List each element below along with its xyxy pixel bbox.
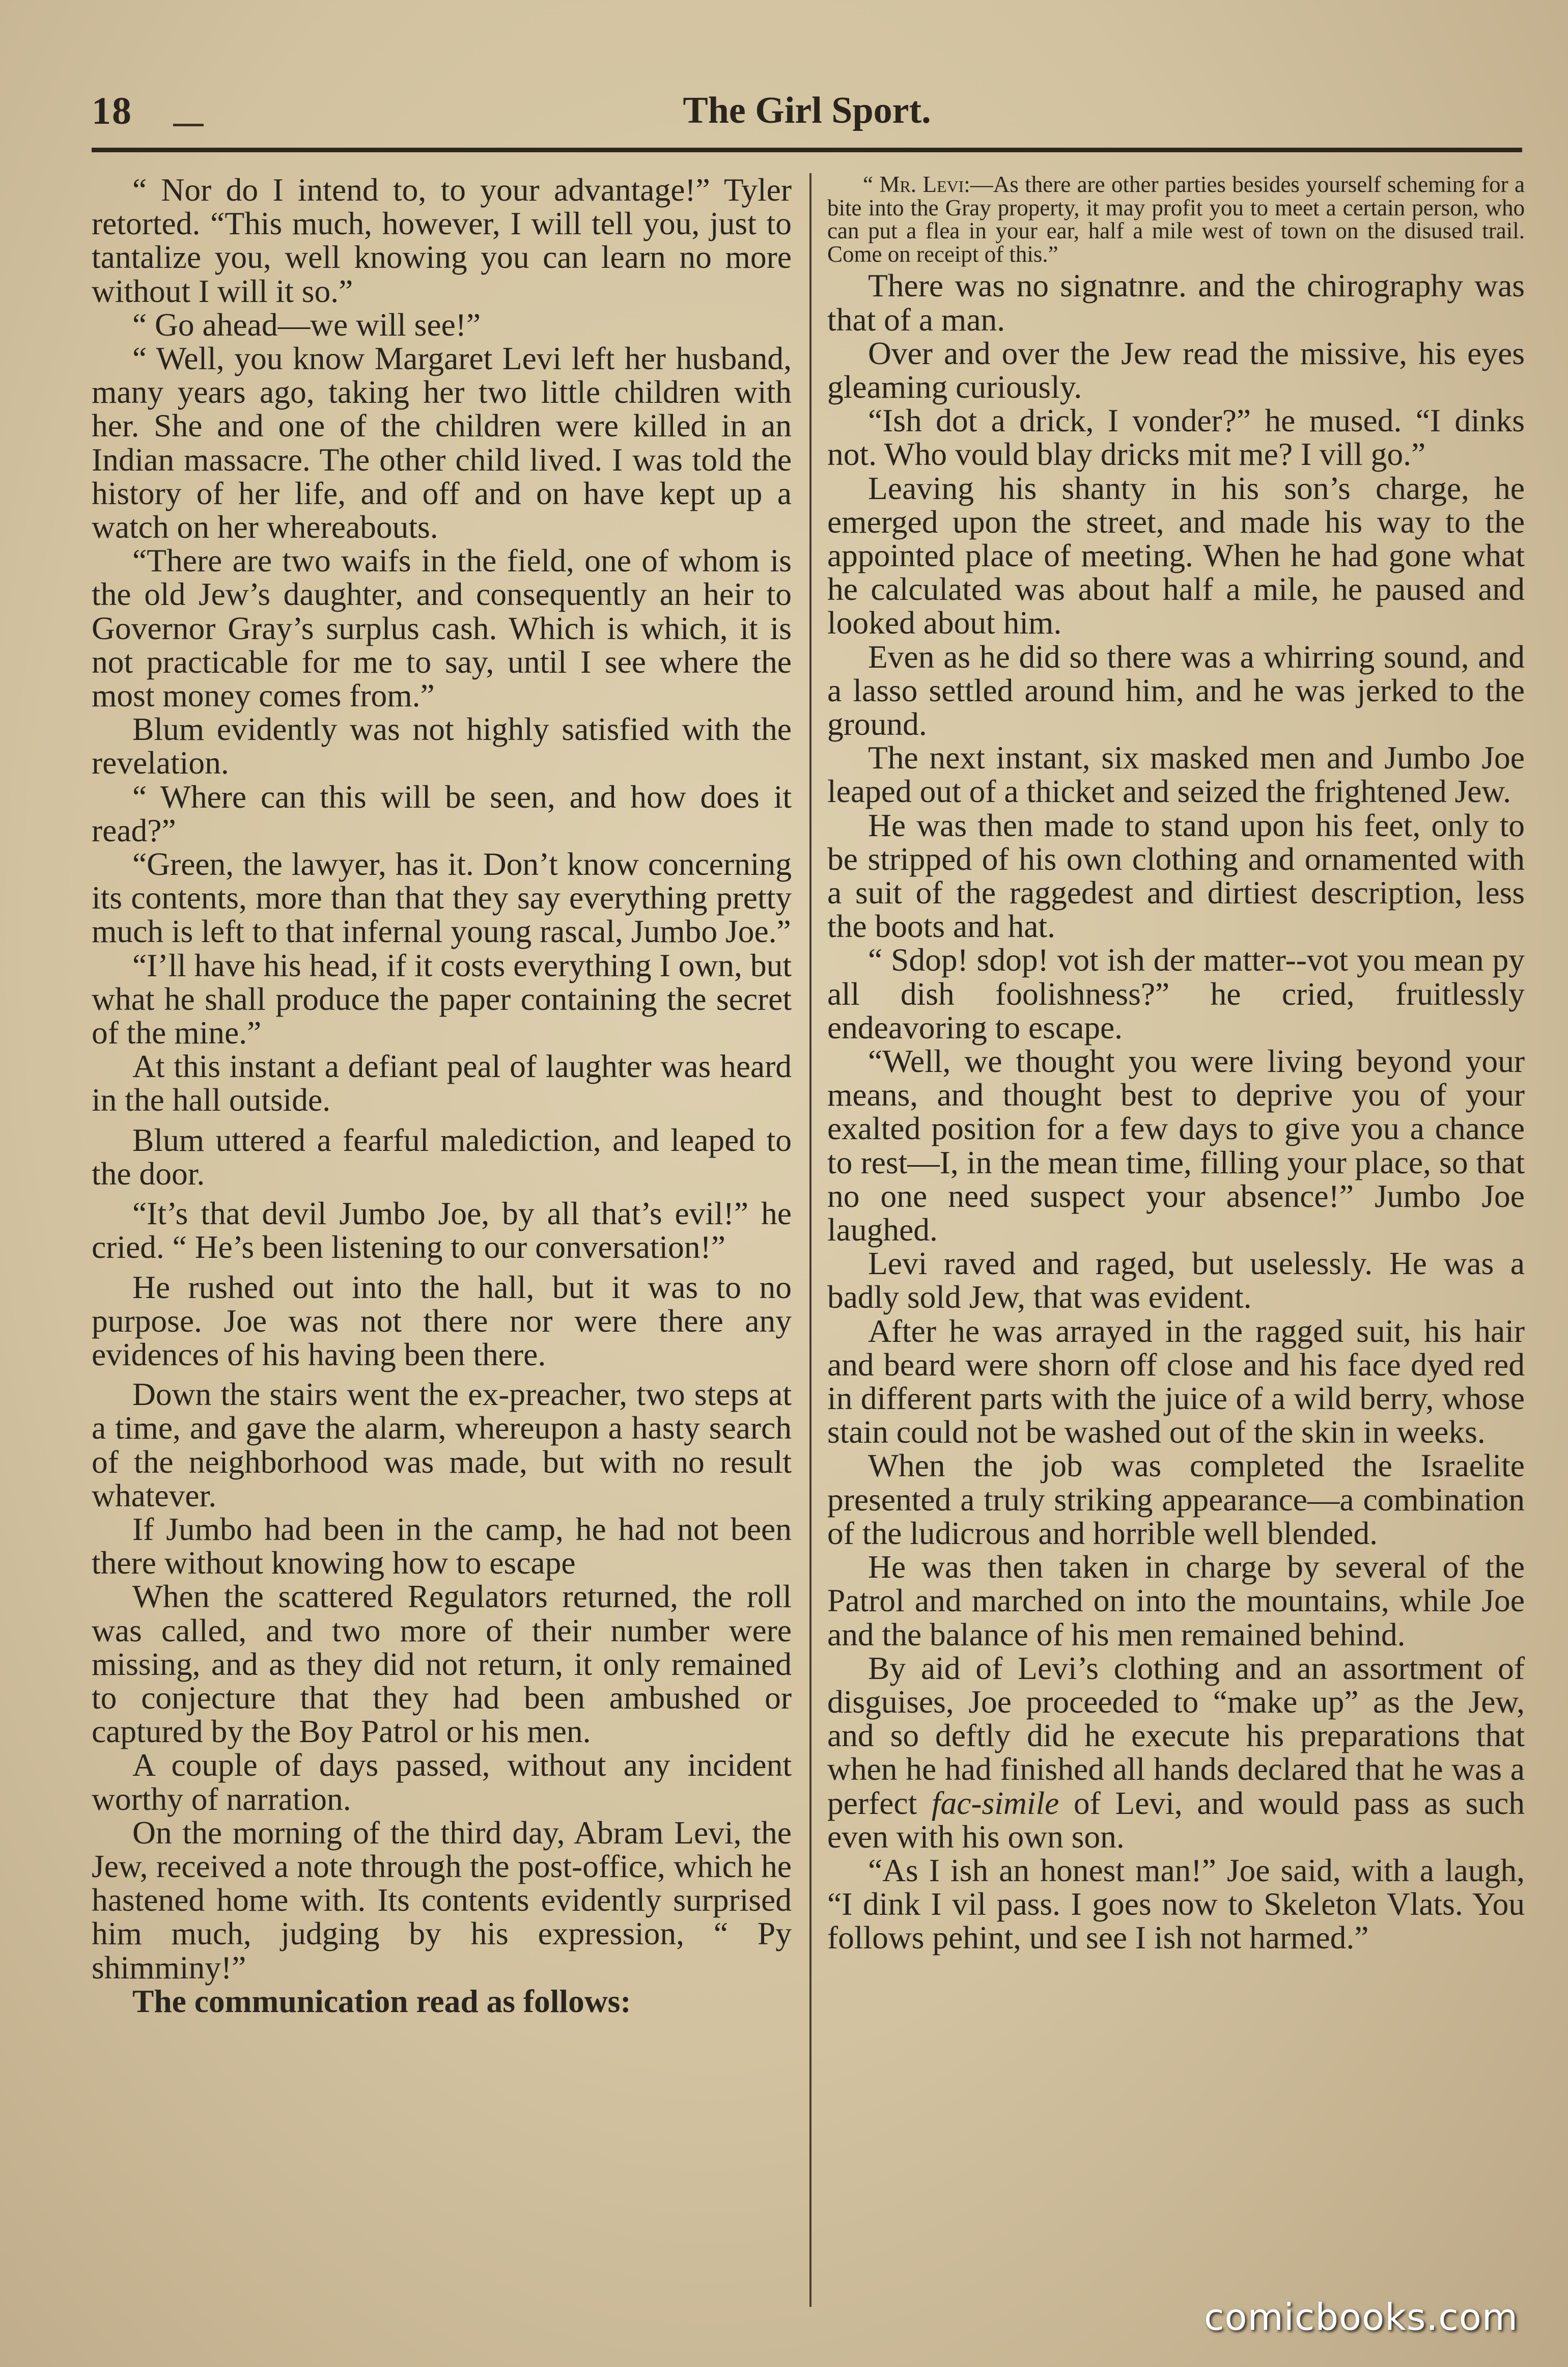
paragraph: There was no signatnre. and the chirography was that of a man. xyxy=(827,267,1525,338)
note-open-quote: “ xyxy=(863,172,880,197)
paragraph: “Well, we thought you were living beyond your means, and thought best to deprive you of your exalted position for a few days to give you a chance to rest—I, in the mean time, filling your place, so that no one need suspect your absence!” Jumbo Joe laughed. xyxy=(827,1043,1525,1248)
paragraph: He rushed out into the hall, but it was to no purpose. Joe was not there nor were there any evidences of his having been there. xyxy=(92,1269,792,1372)
left-column xyxy=(92,173,792,2018)
quoted-note xyxy=(827,173,1525,266)
watermark: comicbooks.com xyxy=(1203,2296,1518,2338)
paragraph-text: of Levi, and would pass as such even with his own son. xyxy=(827,1784,1525,1855)
paragraph: The next instant, six masked men and Jumbo Joe leaped out of a thicket and seized the frightened Jew. xyxy=(827,739,1525,810)
paragraph: Levi raved and raged, but uselessly. He was a badly sold Jew, that was evident. xyxy=(827,1245,1525,1315)
paragraph: “Ish dot a drick, I vonder?” he mused. “I dinks not. Who vould blay dricks mit me? I vill go.” xyxy=(827,402,1525,473)
paragraph: He was then made to stand upon his feet, only to be stripped of his own clothing and ornamented with a suit of the raggedest and dirtiest description, less the boots and hat. xyxy=(827,807,1525,945)
page-number: 18 xyxy=(92,90,132,132)
paragraph: “ Well, you know Margaret Levi left her husband, many years ago, taking her two little children with her. She and one of the children were killed in an Indian massacre. The other child lived. I was told the history of her life, and off and on have kept up a watch on her whereabouts. xyxy=(92,340,792,545)
paragraph: The communication read as follows: xyxy=(132,1983,631,2019)
note-salutation: Mr. Levi xyxy=(879,172,964,197)
paragraph: “Green, the lawyer, has it. Don’t know concerning its contents, more than that they say everything pretty much is left to that infernal young rascal, Jumbo Joe.” xyxy=(92,846,792,950)
paragraph: If Jumbo had been in the camp, he had not been there without knowing how to escape xyxy=(92,1510,792,1581)
paragraph: When the scattered Regulators returned, the roll was called, and two more of their number were missing, and as they did not return, it only remained to conjecture that they had been ambushed or captured by the Boy Patrol or his men. xyxy=(92,1578,792,1750)
paragraph: Even as he did so there was a whirring sound, and a lasso settled around him, and he was jerked to the ground. xyxy=(827,638,1525,742)
paragraph: “There are two waifs in the field, one of whom is the old Jew’s daughter, and consequently an heir to Governor Gray’s surplus cash. Which is which, it is not practicable for me to say, until I see where the most money comes from.” xyxy=(92,542,792,714)
paragraph: A couple of days passed, without any incident worthy of narration. xyxy=(92,1747,792,1817)
paragraph: “ Sdop! sdop! vot ish der matter--vot you mean py all dish foolishness?” he cried, fruitlessly endeavoring to escape. xyxy=(827,942,1525,1045)
paragraph: “I’ll have his head, if it costs everything I own, but what he shall produce the paper containing the secret of the mine.” xyxy=(92,947,792,1051)
running-title: The Girl Sport. xyxy=(683,90,931,131)
paragraph: After he was arrayed in the ragged suit, his hair and beard were shorn off close and his face dyed red in different parts with the juice of a wild berry, whose stain could not be washed out of the skin in weeks. xyxy=(827,1312,1525,1450)
paragraph: When the job was completed the Israelite presented a truly striking appearance—a combination of the ludicrous and horrible well blended. xyxy=(827,1447,1525,1551)
paragraph: On the morning of the third day, Abram Levi, the Jew, received a note through the post-office, which he hastened home with. Its contents evidently surprised him much, judging by his expression, “ Py shimminy!” xyxy=(92,1814,792,1986)
paragraph: Blum evidently was not highly satisfied with the revelation. xyxy=(92,711,792,781)
paragraph: Down the stairs went the ex-preacher, two steps at a time, and gave the alarm, whereupon a hasty search of the neighborhood was made, but with no result whatever. xyxy=(92,1376,792,1513)
paragraph: At this instant a defiant peal of laughter was heard in the hall outside. xyxy=(92,1048,792,1118)
paragraph: Blum uttered a fearful malediction, and leaped to the door. xyxy=(92,1121,792,1192)
paragraph: “ Go ahead—we will see!” xyxy=(132,306,481,343)
paragraph: “As I ish an honest man!” Joe said, with a laugh, “I dink I vil pass. I goes now to Skeleton Vlats. You follows pehint, und see I ish not harmed.” xyxy=(827,1852,1525,1956)
note-text: :—As there are other parties besides yourself scheming for a bite into the Gray property, it may profit you to meet a certain person, who can put a flea in your ear, half a mile west of town on the disused trail. Come on receipt of this.” xyxy=(827,172,1525,267)
paragraph: Over and over the Jew read the missive, his eyes gleaming curiously. xyxy=(827,335,1525,405)
column-divider xyxy=(809,173,811,2307)
paragraph: Leaving his shanty in his son’s charge, he emerged upon the street, and made his way to the appointed place of meeting. When he had gone what he calculated was about half a mile, he paused and looked about him. xyxy=(827,470,1525,641)
paragraph: “ Nor do I intend to, to your advantage!” Tyler retorted. “This much, however, I will tell you, just to tantalize you, well knowing you can learn no more without I will it so.” xyxy=(92,172,792,309)
paragraph-text: By aid of Levi’s clothing and an assortment of disguises, Joe proceeded to “make up” as the Jew, and so deftly did he execute his preparations that when he had finished all hands declared that he was a perfect xyxy=(827,1649,1525,1821)
paragraph: “ Where can this will be seen, and how does it read?” xyxy=(92,778,792,848)
paragraph: He was then taken in charge by several of the Patrol and marched on into the mountains, while Joe and the balance of his men remained behind. xyxy=(827,1549,1525,1653)
right-column xyxy=(827,173,1525,1955)
paragraph: “It’s that devil Jumbo Joe, by all that’s evil!” he cried. “ He’s been listening to our conversation!” xyxy=(92,1195,792,1265)
header-rule xyxy=(92,148,1522,152)
italic-term: fac-simile xyxy=(931,1784,1059,1821)
page-header xyxy=(92,84,1522,145)
paragraph xyxy=(827,1649,1525,1855)
